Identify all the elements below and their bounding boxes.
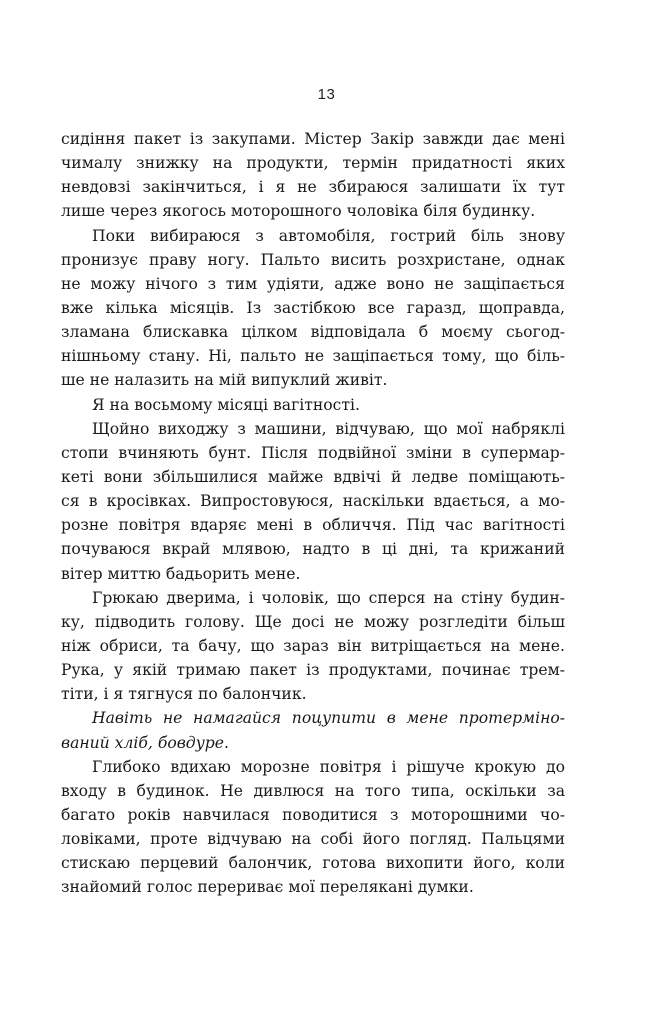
text-line: зламана блискавка цілком відповідала б моєму сьогод- bbox=[61, 323, 565, 342]
text-line: Грюкаю дверима, і чоловік, що сперся на стіну будин- bbox=[92, 588, 565, 607]
text-line: Навіть не намагайся поцупити в мене протерміно- bbox=[92, 709, 565, 728]
text-line: ся в кросівках. Випростовуюся, наскільки вдається, а мо- bbox=[61, 492, 565, 511]
text-line: почуваюся вкрай млявою, надто в ці дні, та крижаний bbox=[61, 540, 565, 559]
text-line: ваний хліб, бовдуре. bbox=[61, 733, 229, 752]
text-line: вже кілька місяців. Із застібкою все гаразд, щоправда, bbox=[61, 298, 565, 317]
text-line: ніж обриси, та бачу, що зараз він витріщається на мене. bbox=[61, 636, 565, 655]
text-line: багато років навчилася поводитися з моторошними чо- bbox=[61, 805, 565, 824]
text-line: Щойно виходжу з машини, відчуваю, що мої набряклі bbox=[92, 419, 565, 438]
text-line: тіти, і я тягнуся по балончик. bbox=[61, 685, 307, 704]
text-line: лише через якогось моторошного чоловіка біля будинку. bbox=[61, 202, 536, 221]
text-line: не можу нічого з тим удіяти, адже воно не защіпається bbox=[61, 274, 565, 293]
text-line: пронизує праву ногу. Пальто висить розхристане, однак bbox=[61, 250, 565, 269]
text-line: нішньому стану. Ні, пальто не защіпається тому, що біль- bbox=[61, 347, 565, 366]
text-line: невдовзі закінчиться, і я не збираюся залишати їх тут bbox=[61, 178, 565, 197]
text-line: Поки вибираюся з автомобіля, гострий біль знову bbox=[92, 226, 565, 245]
text-line: стопи вчиняють бунт. Після подвійної зміни в супермар- bbox=[61, 443, 565, 462]
text-line: вітер миттю бадьорить мене. bbox=[61, 564, 301, 583]
body-text bbox=[61, 127, 565, 900]
text-line: стискаю перцевий балончик, готова вихопити його, коли bbox=[61, 854, 565, 873]
text-line: Рука, у якій тримаю пакет із продуктами, починає трем- bbox=[61, 661, 565, 680]
text-line: сидіння пакет із закупами. Містер Закір завжди дає мені bbox=[61, 130, 565, 148]
text-line: ше не налазить на мій випуклий живіт. bbox=[61, 371, 388, 390]
page-number: 13 bbox=[317, 86, 336, 103]
text-line: розне повітря вдаряє мені в обличчя. Під час вагітності bbox=[61, 516, 565, 535]
text-line: Я на восьмому місяці вагітності. bbox=[92, 395, 360, 414]
text-line: чималу знижку на продукти, термін придатності яких bbox=[61, 154, 565, 173]
text-line: ку, підводить голову. Ще досі не можу розгледіти більш bbox=[61, 612, 565, 631]
text-line: кеті вони збільшилися майже вдвічі й ледве поміщають- bbox=[61, 467, 565, 486]
text-line: знайомий голос перериває мої перелякані думки. bbox=[61, 878, 474, 897]
text-line: ловіками, проте відчуваю на собі його погляд. Пальцями bbox=[61, 830, 565, 849]
text-line: входу в будинок. Не дивлюся на того типа, оскільки за bbox=[61, 781, 565, 800]
text-line: Глибоко вдихаю морозне повітря і рішуче крокую до bbox=[92, 757, 565, 776]
